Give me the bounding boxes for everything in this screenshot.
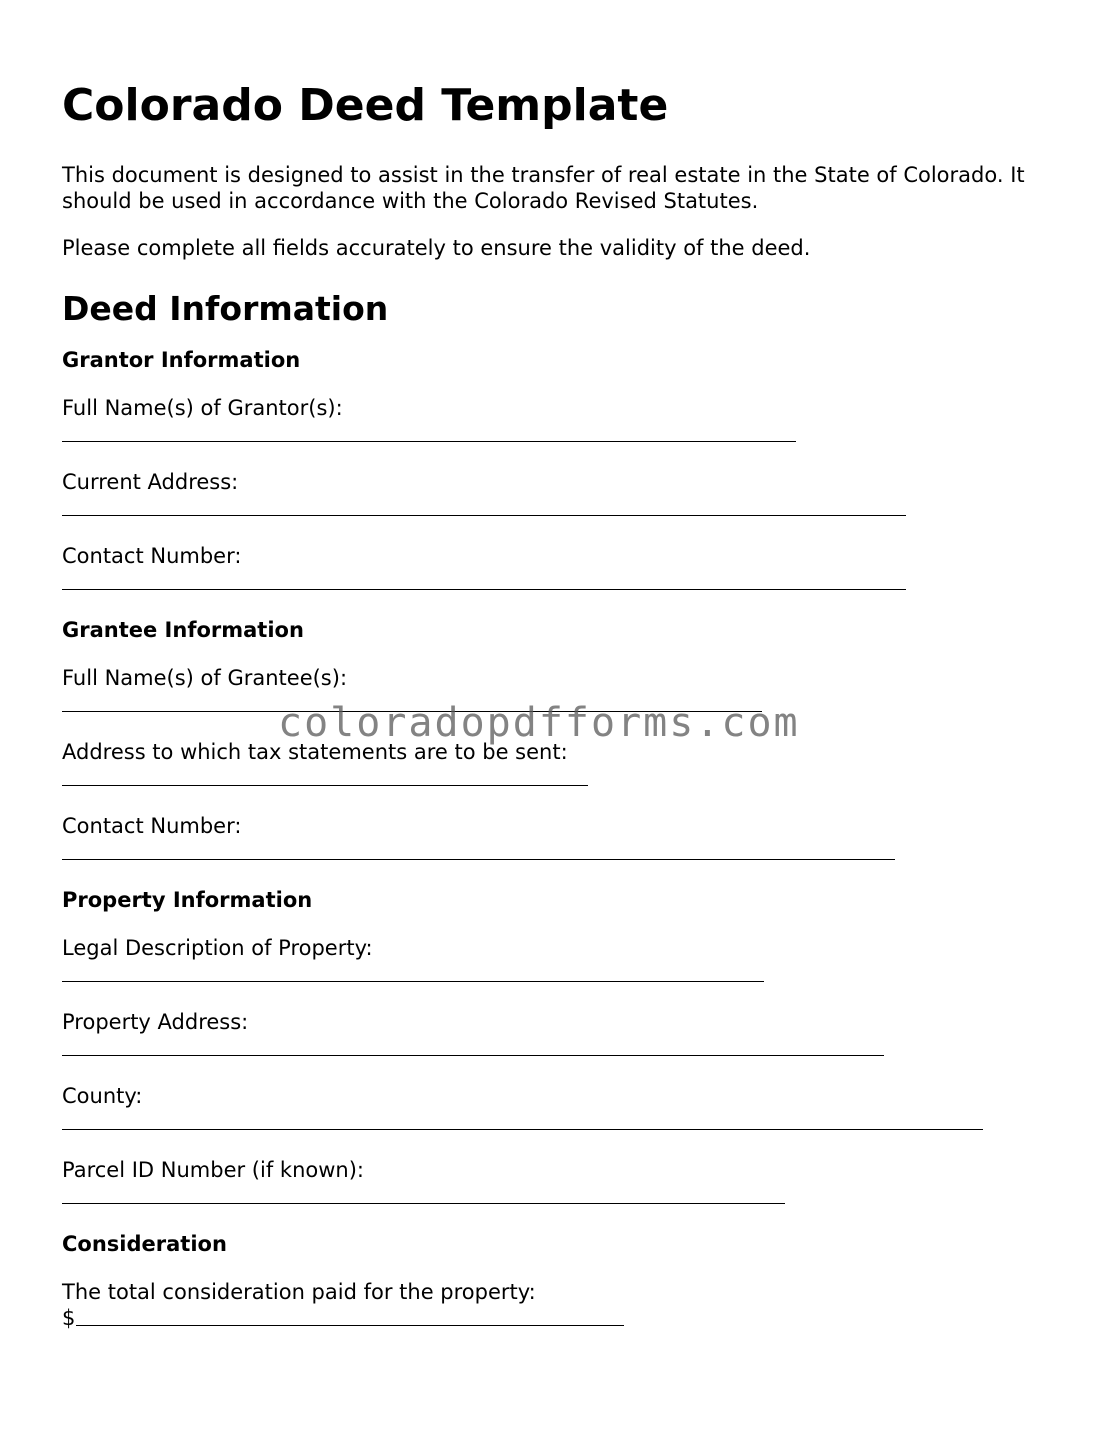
grantor-contact-blank[interactable] xyxy=(62,569,1062,595)
legal-description-field xyxy=(62,935,1062,987)
parcel-id-blank[interactable] xyxy=(62,1183,1062,1209)
intro-paragraph-instructions: Please complete all fields accurately to ensure the validity of the deed. xyxy=(62,236,811,260)
parcel-id-field xyxy=(62,1157,1062,1209)
intro-section xyxy=(62,162,1062,261)
grantee-contact-label: Contact Number: xyxy=(62,814,242,838)
consideration-field xyxy=(62,1279,1062,1331)
dollar-sign: $ xyxy=(62,1306,76,1330)
property-address-label: Property Address: xyxy=(62,1010,249,1034)
grantor-name-field xyxy=(62,395,1062,447)
county-blank[interactable] xyxy=(62,1109,1062,1135)
grantor-name-blank[interactable] xyxy=(62,421,1062,447)
grantee-heading: Grantee Information xyxy=(62,618,304,642)
grantee-tax-address-field xyxy=(62,739,1062,791)
grantor-contact-label: Contact Number: xyxy=(62,544,242,568)
county-label: County: xyxy=(62,1084,143,1108)
watermark: coloradopdfforms.com xyxy=(278,700,800,746)
grantee-tax-address-blank[interactable] xyxy=(62,765,1062,791)
grantee-contact-blank[interactable] xyxy=(62,839,1062,865)
legal-description-blank[interactable] xyxy=(62,961,1062,987)
consideration-blank[interactable] xyxy=(62,1305,1062,1331)
page-title: Colorado Deed Template xyxy=(62,80,669,131)
county-field xyxy=(62,1083,1062,1135)
grantee-contact-field xyxy=(62,813,1062,865)
intro-paragraph-purpose: This document is designed to assist in the transfer of real estate in the State of Colorado. It should be used in accordance with the Colorado Revised Statutes. xyxy=(62,163,1025,213)
consideration-heading: Consideration xyxy=(62,1232,227,1256)
property-address-blank[interactable] xyxy=(62,1035,1062,1061)
grantor-address-label: Current Address: xyxy=(62,470,239,494)
grantor-address-blank[interactable] xyxy=(62,495,1062,521)
property-address-field xyxy=(62,1009,1062,1061)
parcel-id-label: Parcel ID Number (if known): xyxy=(62,1158,364,1182)
legal-description-label: Legal Description of Property: xyxy=(62,936,373,960)
grantor-heading: Grantor Information xyxy=(62,348,301,372)
property-heading: Property Information xyxy=(62,888,313,912)
grantee-tax-address-label: Address to which tax statements are to be sent: xyxy=(62,740,568,764)
deed-information-heading: Deed Information xyxy=(62,289,389,328)
grantor-contact-field xyxy=(62,543,1062,595)
grantor-name-label: Full Name(s) of Grantor(s): xyxy=(62,396,343,420)
consideration-label: The total consideration paid for the property: xyxy=(62,1280,536,1304)
grantor-address-field xyxy=(62,469,1062,521)
grantee-name-label: Full Name(s) of Grantee(s): xyxy=(62,666,348,690)
